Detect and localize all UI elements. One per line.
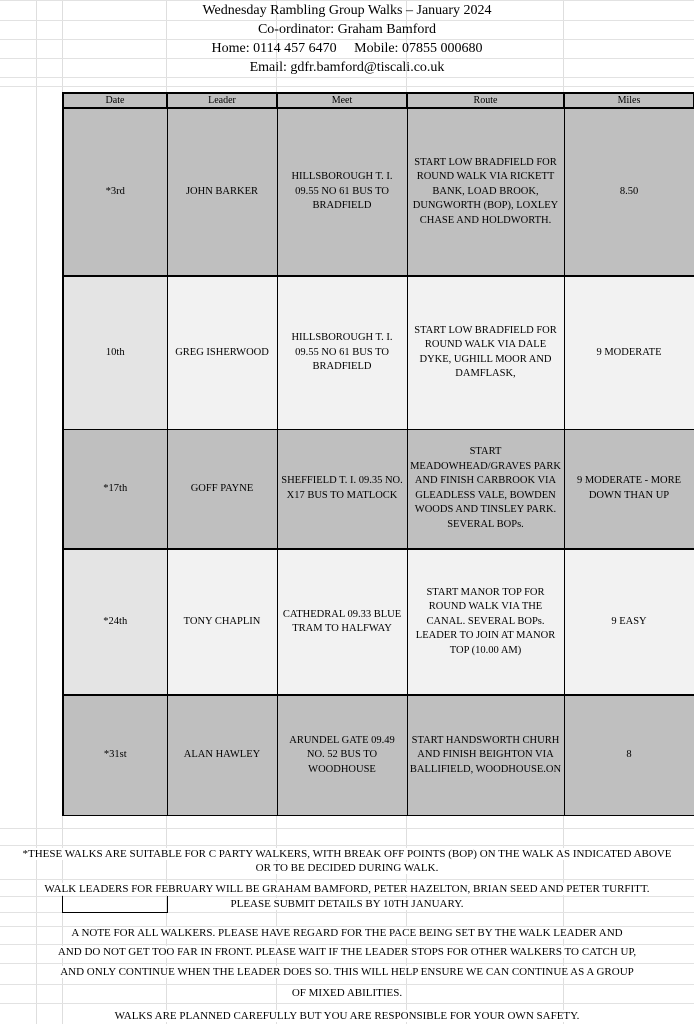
table-row — [63, 429, 694, 549]
walk-date: 10th — [63, 276, 167, 429]
pace-note-line-1: A NOTE FOR ALL WALKERS. PLEASE HAVE REGARD FOR THE PACE BEING SET BY THE WALK LEADER AND — [71, 927, 623, 939]
pace-note-line-4: OF MIXED ABILITIES. — [291, 987, 403, 999]
walk-meet: ARUNDEL GATE 09.49 NO. 52 BUS TO WOODHOUSE — [277, 695, 407, 815]
leaders-note-line-2: PLEASE SUBMIT DETAILS BY 10TH JANUARY. — [230, 898, 464, 910]
walk-miles: 8.50 — [564, 108, 694, 276]
walk-route: START MANOR TOP FOR ROUND WALK VIA THE CANAL. SEVERAL BOPs. LEADER TO JOIN AT MANOR TOP (10.00 AM) — [407, 549, 564, 695]
walk-date: *31st — [63, 695, 167, 815]
coordinator: Co-ordinator: Graham Bamford — [257, 22, 437, 37]
document-title: Wednesday Rambling Group Walks – January 2024 — [202, 3, 492, 18]
col-header-meet: Meet — [277, 93, 407, 108]
col-header-date: Date — [63, 93, 167, 108]
walk-route: START MEADOWHEAD/GRAVES PARK AND FINISH CARBROOK VIA GLEADLESS VALE, BOWDEN WOODS AND TINSLEY PARK. SEVERAL BOPs. — [407, 429, 564, 549]
pace-note-line-3: AND ONLY CONTINUE WHEN THE LEADER DOES SO. THIS WILL HELP ENSURE WE CAN CONTINUE AS A GROUP — [60, 966, 634, 978]
walk-miles: 9 MODERATE - MORE DOWN THAN UP — [564, 429, 694, 549]
walk-leader: ALAN HAWLEY — [167, 695, 277, 815]
table-row — [63, 695, 694, 815]
walks-table — [62, 92, 694, 816]
walk-date: *24th — [63, 549, 167, 695]
leaders-note-line-1: WALK LEADERS FOR FEBRUARY WILL BE GRAHAM BAMFORD, PETER HAZELTON, BRIAN SEED AND PETER TURFITT. — [44, 883, 650, 895]
col-header-leader: Leader — [167, 93, 277, 108]
phone-numbers: Home: 0114 457 6470 Mobile: 07855 000680 — [211, 41, 483, 56]
walk-route: START LOW BRADFIELD FOR ROUND WALK VIA RICKETT BANK, LOAD BROOK, DUNGWORTH (BOP), LOXLEY CHASE AND HOLDWORTH. — [407, 108, 564, 276]
col-header-route: Route — [407, 93, 564, 108]
walk-leader: JOHN BARKER — [167, 108, 277, 276]
bop-note-line-1: *THESE WALKS ARE SUITABLE FOR C PARTY WALKERS, WITH BREAK OFF POINTS (BOP) ON THE WALK AS INDICATED ABOVE — [22, 848, 672, 860]
walk-leader: GOFF PAYNE — [167, 429, 277, 549]
email: Email: gdfr.bamford@tiscali.co.uk — [249, 60, 445, 75]
pace-note-line-2: AND DO NOT GET TOO FAR IN FRONT. PLEASE WAIT IF THE LEADER STOPS FOR OTHER WALKERS TO CATCH UP, — [57, 946, 637, 958]
table-header-row — [63, 93, 694, 108]
walk-route: START HANDSWORTH CHURH AND FINISH BEIGHTON VIA BALLIFIELD, WOODHOUSE.ON — [407, 695, 564, 815]
walk-miles: 9 MODERATE — [564, 276, 694, 429]
walk-route: START LOW BRADFIELD FOR ROUND WALK VIA DALE DYKE, UGHILL MOOR AND DAMFLASK, — [407, 276, 564, 429]
walk-meet: HILLSBOROUGH T. I. 09.55 NO 61 BUS TO BRADFIELD — [277, 108, 407, 276]
walk-miles: 8 — [564, 695, 694, 815]
walk-meet: HILLSBOROUGH T. I. 09.55 NO 61 BUS TO BRADFIELD — [277, 276, 407, 429]
walk-date: *17th — [63, 429, 167, 549]
safety-note: WALKS ARE PLANNED CAREFULLY BUT YOU ARE RESPONSIBLE FOR YOUR OWN SAFETY. — [114, 1010, 580, 1022]
walk-leader: TONY CHAPLIN — [167, 549, 277, 695]
bop-note-line-2: OR TO BE DECIDED DURING WALK. — [255, 862, 439, 874]
table-row — [63, 549, 694, 695]
col-header-miles: Miles — [564, 93, 694, 108]
walk-date: *3rd — [63, 108, 167, 276]
walk-miles: 9 EASY — [564, 549, 694, 695]
table-row — [63, 276, 694, 429]
walk-meet: CATHEDRAL 09.33 BLUE TRAM TO HALFWAY — [277, 549, 407, 695]
table-row — [63, 108, 694, 276]
walk-meet: SHEFFIELD T. I. 09.35 NO. X17 BUS TO MATLOCK — [277, 429, 407, 549]
walk-leader: GREG ISHERWOOD — [167, 276, 277, 429]
